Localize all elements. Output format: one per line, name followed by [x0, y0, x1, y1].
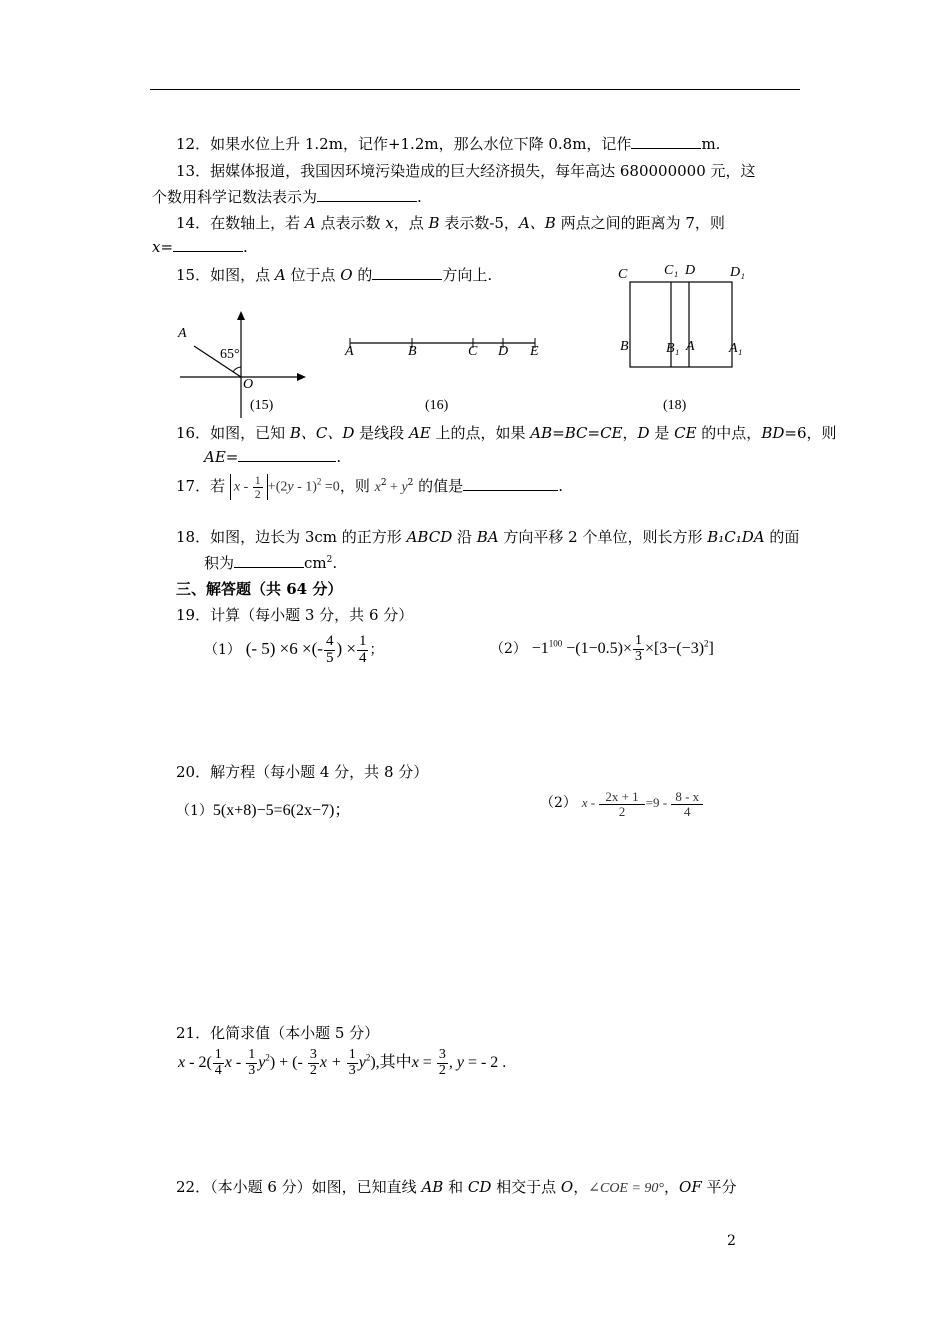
q22-text-2: 和 — [443, 1178, 468, 1196]
q18-tail: . — [332, 554, 338, 572]
question-13 — [176, 160, 756, 181]
q17-number: 17． — [176, 477, 211, 496]
q18-text-2: 沿 — [452, 528, 477, 546]
q21-frac3 — [308, 1048, 319, 1078]
fig15-label-o: O — [243, 377, 254, 392]
q19-part2 — [490, 634, 714, 664]
q15-text-1: 如图，点 — [210, 266, 275, 284]
q19-p2-frac-den: 3 — [634, 648, 642, 664]
fig15-arrow-up-icon — [237, 311, 245, 320]
q22-var-of: OF — [679, 1178, 702, 1196]
q17-plus: + — [267, 479, 276, 495]
q21-a: x — [178, 1053, 186, 1071]
q17-answer-blank[interactable] — [463, 477, 558, 491]
q19-p2-frac — [633, 634, 644, 664]
q19-p1-frac1-den: 5 — [325, 649, 334, 666]
fig15-angle-arc — [233, 367, 241, 372]
q19-p2-exp: 100 — [548, 638, 563, 649]
q12-answer-blank[interactable] — [631, 135, 701, 149]
fig18-label-c: C — [618, 267, 628, 282]
q17-abs-value — [230, 474, 268, 500]
q22-text-6: 平分 — [701, 1178, 737, 1196]
q20-p2-x: x — [581, 795, 588, 811]
q17-expression — [230, 474, 340, 500]
q18-text-4: 的面 — [764, 528, 800, 546]
q20-part2-equation — [581, 789, 704, 819]
q20-p2-frac2 — [671, 790, 703, 818]
q17-x2: x — [374, 480, 381, 496]
q22-number: 22． — [176, 1178, 211, 1196]
question-14 — [176, 212, 725, 233]
q15-answer-blank[interactable] — [372, 266, 442, 280]
q19-p2-frac-num: 1 — [634, 633, 642, 648]
q21-frac5-den: 2 — [438, 1062, 446, 1078]
question-18 — [176, 526, 799, 547]
q17-x: x — [233, 479, 241, 495]
q19-p2-d: ] — [708, 639, 714, 657]
q21-frac3-den: 2 — [309, 1062, 317, 1078]
fig15-label-a: A — [178, 326, 187, 341]
q13-tail: . — [417, 188, 422, 206]
q14-tail: . — [243, 238, 248, 256]
q20-p2-minus: - — [587, 795, 599, 811]
q19-part2-label: （2） — [490, 640, 527, 657]
q18-text-3: 方向平移 2 个单位，则长方形 — [498, 528, 708, 546]
fig15-angle-label: 65° — [220, 347, 240, 362]
q21-xv: x — [411, 1053, 419, 1071]
q19-p1-end: ； — [369, 643, 384, 659]
q21-yv: y — [456, 1053, 464, 1071]
q13-line2-text: 个数用科学记数法表示为 — [152, 188, 318, 206]
q16-text-1: 如图，已知 — [210, 424, 290, 442]
q16-var-bd: BD — [761, 424, 785, 442]
q12-text: 如果水位上升 1.2m，记作+1.2m，那么水位下降 0.8m，记作 — [210, 135, 632, 153]
fig18-label-a: A — [686, 339, 695, 354]
q19-p2-sq: 2 — [704, 638, 709, 649]
q20-p2-frac2-den: 4 — [684, 803, 691, 819]
q16-points: B、C、D — [289, 424, 355, 442]
q20-p2-frac1-den: 2 — [618, 803, 626, 819]
q12-number: 12． — [176, 135, 211, 153]
q21-frac5-num: 3 — [438, 1047, 446, 1062]
q17-eq-zero: =0 — [321, 479, 340, 495]
q19-p1-frac2-num: 1 — [358, 633, 367, 649]
q20-p2-frac2-num: 8 - x — [671, 790, 703, 805]
q19-part1-label: （1） — [204, 642, 241, 659]
question-12 — [176, 133, 720, 154]
q14-text-4: 表示数-5， — [439, 214, 519, 232]
q17-half-den: 2 — [254, 486, 261, 501]
q17-plus2: + — [386, 480, 402, 496]
q22-text-3: 相交于点 — [491, 1178, 561, 1196]
q14-text-2: 点表示数 — [315, 214, 386, 232]
q16-text-4: ， — [622, 424, 638, 442]
q19-p1-frac1 — [324, 634, 336, 667]
q16-line2-ae: AE — [204, 448, 226, 466]
q14-text-3: ，点 — [393, 214, 429, 232]
fig18-label-d: D — [685, 263, 696, 278]
q21-frac2-num: 1 — [248, 1047, 256, 1062]
q20-part1-label: （1） — [176, 803, 213, 819]
page-number: 2 — [727, 1233, 736, 1249]
q22-var-ab: AB — [421, 1178, 444, 1196]
q19-p1-frac1-num: 4 — [325, 633, 334, 649]
q20-p2-frac1 — [599, 790, 644, 818]
q21-frac1 — [213, 1048, 224, 1078]
q21-frac3-num: 3 — [309, 1047, 317, 1062]
question-21 — [176, 1022, 379, 1043]
q17-text-1: 若 — [210, 477, 226, 496]
q21-frac4-num: 1 — [348, 1047, 356, 1062]
q15-text-3: 的 — [352, 266, 373, 284]
q18-line2: 积为 — [204, 554, 235, 572]
q19-p1-b: ) × — [336, 639, 356, 659]
q19-number: 19． — [176, 606, 211, 624]
q14-answer-blank[interactable] — [173, 238, 243, 252]
q17-x2-square: 2 — [380, 478, 387, 489]
q17-text-3: 的值是 — [413, 477, 464, 496]
q19-part1 — [204, 634, 383, 667]
q16-answer-blank[interactable] — [238, 448, 336, 462]
q21-frac2-den: 3 — [248, 1062, 256, 1078]
figure-15 — [170, 310, 320, 420]
q20-part2 — [540, 790, 704, 818]
fig18-outer-rect — [630, 282, 732, 367]
q20-number: 20． — [176, 763, 211, 781]
fig16-label-c: C — [468, 344, 478, 359]
question-17 — [176, 474, 563, 500]
question-15 — [176, 264, 492, 285]
q17-square: 2 — [316, 476, 322, 487]
q17-text-2: ，则 — [339, 477, 375, 496]
question-14-line2 — [152, 238, 248, 256]
q16-text-6: 的中点， — [696, 424, 762, 442]
q16-var-ce: CE — [674, 424, 697, 442]
q17-half-num: 1 — [254, 473, 261, 487]
q21-i: , — [448, 1053, 457, 1071]
q14-text-1: 在数轴上，若 — [210, 214, 305, 232]
q19-p1-frac2-den: 4 — [358, 649, 367, 666]
q15-tail: 方向上. — [442, 266, 493, 284]
header-rule — [150, 89, 800, 90]
fig16-label-b: B — [408, 344, 417, 359]
question-13-line2 — [152, 186, 422, 207]
q22-text-4: ， — [573, 1178, 589, 1196]
q19-title: 计算（每小题 3 分，共 6 分） — [210, 606, 414, 624]
q19-part2-expression — [531, 633, 714, 664]
q15-var-o: O — [340, 266, 353, 284]
q14-line2-eq: = — [160, 238, 174, 256]
q20-p2-eq: =9 - — [645, 795, 671, 811]
fig16-label-a: A — [345, 344, 354, 359]
q17-minus-one: - 1) — [293, 479, 317, 495]
q17-paren: (2 — [275, 479, 288, 495]
q21-frac4-den: 3 — [348, 1062, 356, 1078]
q21-frac5 — [437, 1048, 448, 1078]
question-18-line2 — [204, 552, 337, 573]
fig18-label-d1: D₁ — [730, 265, 745, 280]
q16-line2-eq: = — [225, 448, 239, 466]
q18-rect: B₁C₁DA — [707, 528, 765, 546]
q20-p2-frac1-num: 2x + 1 — [599, 790, 644, 805]
q14-number: 14． — [176, 214, 211, 232]
q21-title: 化简求值（本小题 5 分） — [210, 1024, 380, 1042]
fig18-label-b1: B₁ — [666, 341, 680, 356]
q14-text-5: 两点之间的距离为 7，则 — [555, 214, 725, 232]
q13-answer-blank[interactable] — [317, 188, 417, 202]
question-22 — [176, 1176, 737, 1197]
section-3-title: 三、解答题（共 64 分） — [176, 580, 343, 598]
q16-tail: . — [336, 448, 342, 466]
q21-expression — [178, 1048, 506, 1078]
q18-unit: cm — [304, 554, 327, 572]
fig16-caption: (16) — [425, 398, 449, 413]
question-19 — [176, 604, 413, 625]
q17-minus: - — [240, 479, 252, 495]
q12-tail: m. — [701, 135, 721, 153]
q20-part1 — [176, 797, 350, 820]
q16-equation: AB=BC=CE — [530, 424, 623, 442]
question-20 — [176, 761, 428, 782]
q15-number: 15． — [176, 266, 211, 284]
q16-text-5: 是 — [649, 424, 675, 442]
fig16-label-e: E — [530, 344, 539, 359]
q13-number: 13． — [176, 162, 211, 180]
q20-title: 解方程（每小题 4 分，共 8 分） — [210, 763, 429, 781]
q22-var-cd: CD — [467, 1178, 492, 1196]
figure-16 — [340, 335, 550, 415]
q21-h: ),其中 — [370, 1053, 412, 1071]
q16-number: 16． — [176, 424, 211, 442]
q21-b: - 2( — [185, 1053, 212, 1071]
q15-var-a: A — [274, 266, 286, 284]
q21-frac4 — [347, 1048, 358, 1078]
q13-line1: 据媒体报道，我国因环境污染造成的巨大经济损失，每年高达 680000000 元，这 — [210, 162, 756, 180]
q19-p1-frac2 — [357, 634, 369, 667]
q17-tail: . — [558, 477, 563, 496]
q21-f: x + — [319, 1053, 346, 1071]
q16-var-d: D — [637, 424, 650, 442]
figure-18 — [612, 258, 762, 416]
fig18-caption: (18) — [663, 398, 687, 413]
q19-p2-a: −1 — [531, 639, 549, 657]
q16-var-ae: AE — [408, 424, 431, 442]
fig16-label-d: D — [498, 344, 509, 359]
q14-line2-x: x — [152, 238, 161, 256]
q22-var-o: O — [560, 1178, 574, 1196]
q21-frac1-num: 1 — [214, 1047, 222, 1062]
q20-part2-label: （2） — [540, 795, 577, 812]
q17-y: y — [287, 479, 294, 495]
q18-var-ba: BA — [476, 528, 499, 546]
question-16 — [176, 422, 837, 443]
fig15-caption: (15) — [250, 398, 274, 413]
q18-text-1: 如图，边长为 3cm 的正方形 — [210, 528, 407, 546]
q17-half — [253, 474, 263, 500]
fig18-label-b: B — [620, 339, 629, 354]
fig15-arrow-right-icon — [297, 373, 306, 381]
q18-square: ABCD — [406, 528, 453, 546]
q21-number: 21． — [176, 1024, 211, 1042]
q17-y2: y — [401, 480, 408, 496]
q19-p2-c: ×[3−(−3) — [644, 639, 705, 657]
q21-frac2 — [246, 1048, 257, 1078]
q15-text-2: 位于点 — [285, 266, 341, 284]
q22-text-1: （本小题 6 分）如图，已知直线 — [210, 1178, 422, 1196]
q21-sq2: 2 — [365, 1052, 371, 1063]
fig18-label-a1: A₁ — [729, 341, 743, 356]
question-16-line2 — [204, 448, 341, 466]
fig18-label-c1: C₁ — [664, 263, 679, 278]
q21-eq2: = - 2 . — [463, 1053, 507, 1071]
q21-e: ) + (- — [269, 1053, 307, 1071]
q14-var-a: A — [304, 214, 316, 232]
q16-text-3: 上的点，如果 — [430, 424, 531, 442]
q19-part1-expression — [245, 633, 384, 666]
q16-text-2: 是线段 — [354, 424, 409, 442]
q19-p2-b: −(1−0.5)× — [562, 639, 632, 657]
q21-g: y — [358, 1053, 366, 1071]
q21-frac1-den: 4 — [214, 1062, 222, 1078]
q14-var-ab: A、B — [518, 214, 556, 232]
q21-c: x - — [224, 1053, 246, 1071]
q18-number: 18． — [176, 528, 211, 546]
q19-p1-a: (- 5) ×6 ×(- — [245, 639, 323, 659]
q22-angle: ∠COE = 90° — [588, 1181, 665, 1196]
q17-y2-square: 2 — [407, 478, 414, 489]
q22-text-5: ， — [664, 1178, 680, 1196]
q14-var-b: B — [428, 214, 440, 232]
q18-unit-sup: 2 — [326, 555, 333, 565]
q21-sq1: 2 — [265, 1052, 270, 1063]
q18-answer-blank[interactable] — [234, 554, 304, 568]
q21-eq1: = — [418, 1053, 436, 1071]
q20-part1-equation: 5(x+8)−5=6(2x−7)； — [212, 802, 351, 819]
q16-text-7: =6，则 — [784, 424, 837, 442]
q21-d: y — [258, 1053, 266, 1071]
q14-var-x: x — [385, 214, 394, 232]
